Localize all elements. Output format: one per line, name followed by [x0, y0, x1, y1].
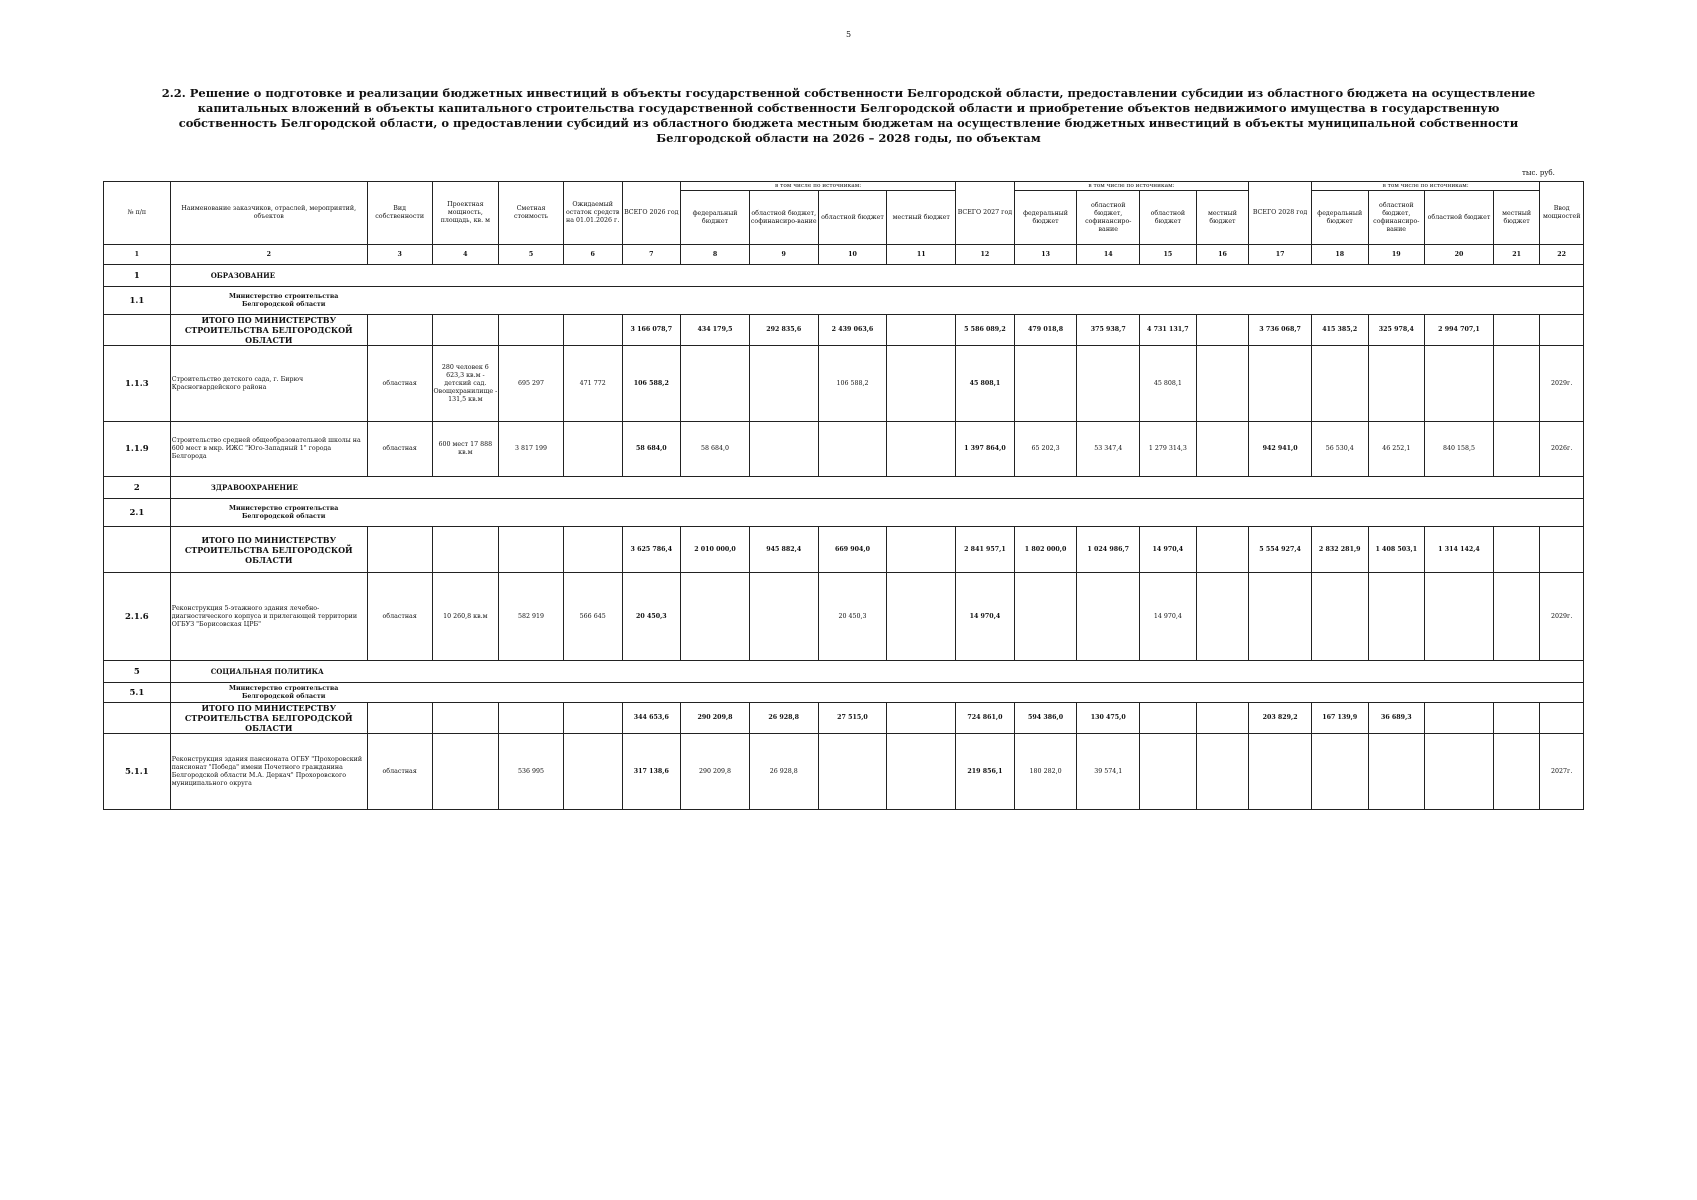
column-number: 13 [1014, 245, 1077, 265]
column-number: 17 [1249, 245, 1312, 265]
section-row [104, 477, 1584, 499]
object-ownership: областная [367, 422, 432, 477]
object-value: 290 209,8 [681, 734, 750, 810]
header-federal: федеральный бюджет [681, 191, 750, 245]
object-value [818, 734, 887, 810]
header-estimate: Сметная стоимость [499, 182, 564, 245]
empty-cell [563, 527, 622, 573]
object-ownership: областная [367, 346, 432, 422]
column-number: 21 [1493, 245, 1540, 265]
object-remainder: 566 645 [563, 573, 622, 661]
object-value [1311, 573, 1368, 661]
empty-cell [432, 527, 499, 573]
ministry-name: Министерство строительства Белгородской области [229, 504, 339, 520]
object-remainder [563, 422, 622, 477]
empty-cell [367, 315, 432, 346]
total-value: 2 994 707,1 [1425, 315, 1494, 346]
object-value [1425, 346, 1494, 422]
object-value: 45 808,1 [956, 346, 1015, 422]
object-capacity: 10 260,8 кв.м [432, 573, 499, 661]
header-sources-2026: в том числе по источникам: [681, 182, 956, 191]
header-total-2026: ВСЕГО 2026 год [622, 182, 681, 245]
total-value [1493, 703, 1540, 734]
object-value [1140, 734, 1197, 810]
object-value [1493, 422, 1540, 477]
total-value: 27 515,0 [818, 703, 887, 734]
empty-cell [367, 527, 432, 573]
object-value: 20 450,3 [818, 573, 887, 661]
column-number: 9 [749, 245, 818, 265]
object-value [1368, 734, 1425, 810]
header-federal: федеральный бюджет [1014, 191, 1077, 245]
total-value: 4 731 131,7 [1140, 315, 1197, 346]
header-total-2028: ВСЕГО 2028 год [1249, 182, 1312, 245]
header-regional: областной бюджет [818, 191, 887, 245]
total-value: 3 625 786,4 [622, 527, 681, 573]
ministry-title [170, 499, 1583, 527]
ministry-title [170, 683, 1583, 703]
object-number: 1.1.3 [104, 346, 171, 422]
header-regional: областной бюджет [1140, 191, 1197, 245]
object-value [1493, 573, 1540, 661]
object-value [1425, 734, 1494, 810]
total-value [1540, 527, 1584, 573]
section-number: 5 [104, 661, 171, 683]
total-value: 130 475,0 [1077, 703, 1140, 734]
header-sources-2027: в том числе по источникам: [1014, 182, 1249, 191]
column-number: 1 [104, 245, 171, 265]
empty-cell [563, 315, 622, 346]
total-value: 292 835,6 [749, 315, 818, 346]
header-federal: федеральный бюджет [1311, 191, 1368, 245]
empty-cell [499, 703, 564, 734]
empty-cell [499, 527, 564, 573]
total-value [887, 315, 956, 346]
object-value [1196, 573, 1249, 661]
total-value [1196, 527, 1249, 573]
total-value: 26 928,8 [749, 703, 818, 734]
total-value: 2 010 000,0 [681, 527, 750, 573]
object-value [818, 422, 887, 477]
object-value [1014, 573, 1077, 661]
total-label: ИТОГО ПО МИНИСТЕРСТВУ СТРОИТЕЛЬСТВА БЕЛГОРОДСКОЙ ОБЛАСТИ [170, 527, 367, 573]
object-remainder [563, 734, 622, 810]
object-value [887, 422, 956, 477]
total-value [887, 527, 956, 573]
object-value: 180 282,0 [1014, 734, 1077, 810]
empty-cell [563, 703, 622, 734]
total-value: 325 978,4 [1368, 315, 1425, 346]
object-estimate: 695 297 [499, 346, 564, 422]
header-local: местный бюджет [1493, 191, 1540, 245]
object-value [1311, 734, 1368, 810]
total-value [1493, 315, 1540, 346]
units-label: тыс. руб. [1522, 169, 1555, 177]
ministry-row [104, 683, 1584, 703]
object-value: 1 279 314,3 [1140, 422, 1197, 477]
column-number: 3 [367, 245, 432, 265]
total-value: 2 841 957,1 [956, 527, 1015, 573]
object-number: 2.1.6 [104, 573, 171, 661]
column-number: 12 [956, 245, 1015, 265]
total-value [1493, 527, 1540, 573]
object-capacity: 600 мест 17 888 кв.м [432, 422, 499, 477]
section-number: 1 [104, 265, 171, 287]
object-value: 2029г. [1540, 346, 1584, 422]
column-number: 16 [1196, 245, 1249, 265]
total-value: 1 408 503,1 [1368, 527, 1425, 573]
object-estimate: 3 817 199 [499, 422, 564, 477]
object-number: 1.1.9 [104, 422, 171, 477]
total-value: 3 736 068,7 [1249, 315, 1312, 346]
budget-table [103, 181, 1584, 810]
object-value [1249, 346, 1312, 422]
object-value: 942 941,0 [1249, 422, 1312, 477]
column-number: 8 [681, 245, 750, 265]
object-value: 14 970,4 [1140, 573, 1197, 661]
object-ownership: областная [367, 734, 432, 810]
header-local: местный бюджет [887, 191, 956, 245]
object-row [104, 346, 1584, 422]
total-value [887, 703, 956, 734]
object-row [104, 422, 1584, 477]
total-value: 14 970,4 [1140, 527, 1197, 573]
object-value [749, 422, 818, 477]
object-name: Реконструкция здания пансионата ОГБУ "Прохоровский пансионат "Победа" имени Почетного гражданина Белгородской области М.А. Деркач" Прохоровского муниципального округа [170, 734, 367, 810]
empty-cell [432, 315, 499, 346]
total-number-cell [104, 703, 171, 734]
empty-cell [367, 703, 432, 734]
total-value: 415 385,2 [1311, 315, 1368, 346]
object-value [1493, 734, 1540, 810]
total-value: 36 689,3 [1368, 703, 1425, 734]
object-value [1368, 346, 1425, 422]
total-value: 1 802 000,0 [1014, 527, 1077, 573]
ministry-total-row [104, 527, 1584, 573]
object-value: 106 588,2 [818, 346, 887, 422]
object-value [1014, 346, 1077, 422]
object-row [104, 734, 1584, 810]
total-number-cell [104, 315, 171, 346]
object-value: 840 158,5 [1425, 422, 1494, 477]
object-name: Строительство детского сада, г. Бирюч Красногвардейского района [170, 346, 367, 422]
total-value: 290 209,8 [681, 703, 750, 734]
object-value: 58 684,0 [622, 422, 681, 477]
total-value: 434 179,5 [681, 315, 750, 346]
object-value [1311, 346, 1368, 422]
ministry-total-row [104, 315, 1584, 346]
column-number: 4 [432, 245, 499, 265]
section-title: ЗДРАВООХРАНЕНИЕ [170, 477, 1583, 499]
object-value: 2026г. [1540, 422, 1584, 477]
object-value: 1 397 864,0 [956, 422, 1015, 477]
ministry-name: Министерство строительства Белгородской области [229, 684, 339, 700]
object-value [1249, 573, 1312, 661]
object-value [1493, 346, 1540, 422]
object-value [887, 573, 956, 661]
object-value: 58 684,0 [681, 422, 750, 477]
empty-cell [432, 703, 499, 734]
object-value [887, 734, 956, 810]
object-value: 20 450,3 [622, 573, 681, 661]
object-number: 5.1.1 [104, 734, 171, 810]
object-value: 2029г. [1540, 573, 1584, 661]
object-name: Строительство средней общеобразовательной школы на 600 мест в мкр. ИЖС "Юго-Западный 1" города Белгорода [170, 422, 367, 477]
column-number: 15 [1140, 245, 1197, 265]
column-number: 14 [1077, 245, 1140, 265]
total-value: 2 439 063,6 [818, 315, 887, 346]
total-value [1196, 703, 1249, 734]
total-value [1140, 703, 1197, 734]
header-remainder: Ожидаемый остаток средств на 01.01.2026 г. [563, 182, 622, 245]
total-number-cell [104, 527, 171, 573]
total-label: ИТОГО ПО МИНИСТЕРСТВУ СТРОИТЕЛЬСТВА БЕЛГОРОДСКОЙ ОБЛАСТИ [170, 703, 367, 734]
object-value [681, 346, 750, 422]
page-title: 2.2. Решение о подготовке и реализации бюджетных инвестиций в объекты государственной собственности Белгородской области, предоставлении субсидии из областного бюджета на осуществление капитальных вложений в объекты капитального строительства государственной собственности Белгородской области и приобретение объектов недвижимого имущества в государственную собственность Белгородской области, о предоставлении субсидий из областного бюджета местным бюджетам на осуществление бюджетных инвестиций в объекты муниципальной собственности Белгородской области на 2026 – 2028 годы, по объектам [161, 86, 1536, 145]
ministry-number: 2.1 [104, 499, 171, 527]
total-value: 669 904,0 [818, 527, 887, 573]
object-ownership: областная [367, 573, 432, 661]
section-row [104, 661, 1584, 683]
section-title: СОЦИАЛЬНАЯ ПОЛИТИКА [170, 661, 1583, 683]
object-value: 2027г. [1540, 734, 1584, 810]
column-number: 5 [499, 245, 564, 265]
object-value [1196, 422, 1249, 477]
object-estimate: 582 919 [499, 573, 564, 661]
object-remainder: 471 772 [563, 346, 622, 422]
object-value [1425, 573, 1494, 661]
object-value [1249, 734, 1312, 810]
total-label: ИТОГО ПО МИНИСТЕРСТВУ СТРОИТЕЛЬСТВА БЕЛГОРОДСКОЙ ОБЛАСТИ [170, 315, 367, 346]
object-value: 45 808,1 [1140, 346, 1197, 422]
column-number: 18 [1311, 245, 1368, 265]
column-number: 10 [818, 245, 887, 265]
total-value: 3 166 078,7 [622, 315, 681, 346]
header-capacity: Проектная мощность, площадь, кв. м [432, 182, 499, 245]
header-cofin: областной бюджет, софинансиро-вание [749, 191, 818, 245]
total-value [1196, 315, 1249, 346]
total-value: 344 653,6 [622, 703, 681, 734]
header-no: № п/п [104, 182, 171, 245]
object-value [1196, 346, 1249, 422]
column-number: 6 [563, 245, 622, 265]
column-number: 11 [887, 245, 956, 265]
section-title: ОБРАЗОВАНИЕ [170, 265, 1583, 287]
ministry-title [170, 287, 1583, 315]
object-value: 39 574,1 [1077, 734, 1140, 810]
ministry-name: Министерство строительства Белгородской области [229, 292, 339, 308]
object-row [104, 573, 1584, 661]
total-value: 203 829,2 [1249, 703, 1312, 734]
object-name: Реконструкция 5-этажного здания лечебно-диагностического корпуса и прилегающей территории ОГБУЗ "Борисовская ЦРБ" [170, 573, 367, 661]
header-ownership: Вид собственности [367, 182, 432, 245]
object-estimate: 536 995 [499, 734, 564, 810]
ministry-number: 5.1 [104, 683, 171, 703]
header-cofin: областной бюджет, софинансиро-вание [1368, 191, 1425, 245]
total-value: 1 314 142,4 [1425, 527, 1494, 573]
column-number: 20 [1425, 245, 1494, 265]
object-value: 317 138,6 [622, 734, 681, 810]
total-value: 479 018,8 [1014, 315, 1077, 346]
total-value [1540, 703, 1584, 734]
total-value: 594 386,0 [1014, 703, 1077, 734]
header-sources-2028: в том числе по источникам: [1311, 182, 1539, 191]
object-value: 14 970,4 [956, 573, 1015, 661]
object-value: 219 856,1 [956, 734, 1015, 810]
page-number: 5 [845, 30, 852, 39]
object-value [1368, 573, 1425, 661]
column-number: 2 [170, 245, 367, 265]
total-value: 724 861,0 [956, 703, 1015, 734]
total-value: 2 832 281,9 [1311, 527, 1368, 573]
total-value [1425, 703, 1494, 734]
object-capacity [432, 734, 499, 810]
empty-cell [499, 315, 564, 346]
ministry-row [104, 499, 1584, 527]
object-value [1077, 346, 1140, 422]
total-value [1540, 315, 1584, 346]
header-total-2027: ВСЕГО 2027 год [956, 182, 1015, 245]
header-local: местный бюджет [1196, 191, 1249, 245]
object-value [681, 573, 750, 661]
object-value: 106 588,2 [622, 346, 681, 422]
total-value: 1 024 986,7 [1077, 527, 1140, 573]
total-value: 5 586 089,2 [956, 315, 1015, 346]
object-value [1196, 734, 1249, 810]
ministry-total-row [104, 703, 1584, 734]
object-value: 53 347,4 [1077, 422, 1140, 477]
section-number: 2 [104, 477, 171, 499]
total-value: 5 554 927,4 [1249, 527, 1312, 573]
column-number-row [104, 245, 1584, 265]
column-number: 22 [1540, 245, 1584, 265]
object-value [749, 346, 818, 422]
object-value [749, 573, 818, 661]
header-regional: областной бюджет [1425, 191, 1494, 245]
object-capacity: 280 человек 6 623,3 кв.м - детский сад. Овощехранилище - 131,5 кв.м [432, 346, 499, 422]
object-value: 56 530,4 [1311, 422, 1368, 477]
total-value: 167 139,9 [1311, 703, 1368, 734]
object-value: 26 928,8 [749, 734, 818, 810]
ministry-number: 1.1 [104, 287, 171, 315]
object-value: 65 202,3 [1014, 422, 1077, 477]
object-value [887, 346, 956, 422]
object-value: 46 252,1 [1368, 422, 1425, 477]
total-value: 375 938,7 [1077, 315, 1140, 346]
column-number: 7 [622, 245, 681, 265]
ministry-row [104, 287, 1584, 315]
object-value [1077, 573, 1140, 661]
header-commissioning: Ввод мощностей [1540, 182, 1584, 245]
column-number: 19 [1368, 245, 1425, 265]
total-value: 945 882,4 [749, 527, 818, 573]
section-row [104, 265, 1584, 287]
header-cofin: областной бюджет, софинансиро-вание [1077, 191, 1140, 245]
header-name: Наименование заказчиков, отраслей, мероприятий, объектов [170, 182, 367, 245]
